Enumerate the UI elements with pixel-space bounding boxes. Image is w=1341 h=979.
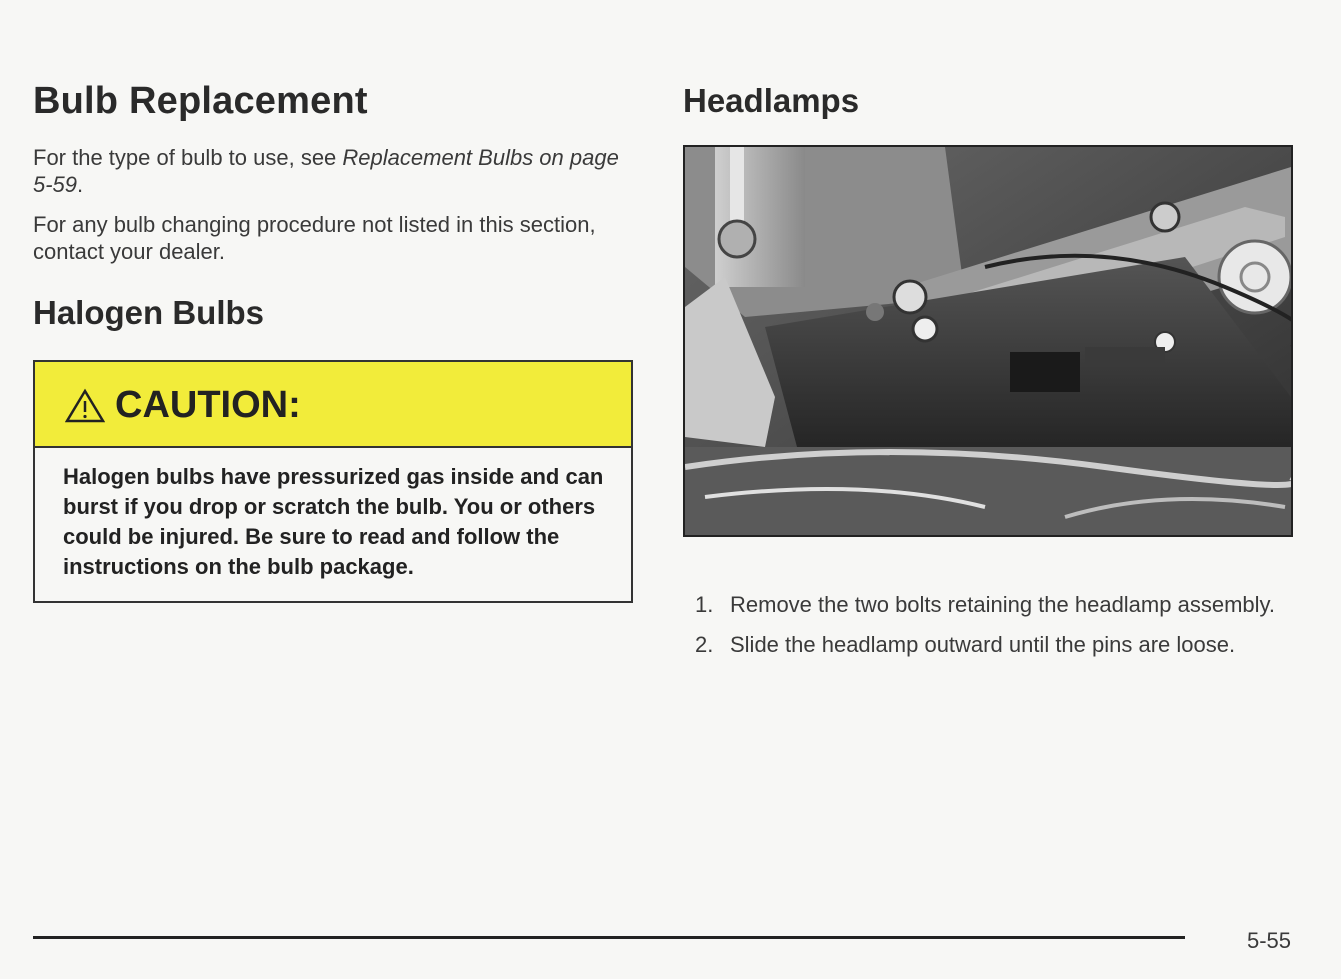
list-item (695, 630, 1305, 660)
step-number: 2. (695, 632, 714, 657)
warning-triangle-icon (65, 388, 105, 424)
paragraph-text: For the type of bulb to use, see (33, 145, 343, 170)
step-text: Slide the headlamp outward until the pins are loose. (730, 632, 1236, 657)
headlamp-photo (683, 145, 1293, 537)
list-item (695, 590, 1305, 620)
footer-rule (33, 936, 1185, 939)
caution-body: Halogen bulbs have pressurized gas inside and can burst if you drop or scratch the bulb. You or others could be injured. Be sure to read and follow the instructions on the bulb package. (63, 464, 604, 579)
caution-title (65, 384, 301, 427)
dealer-paragraph: For any bulb changing procedure not listed in this section, contact your dealer. (33, 212, 596, 264)
bulb-type-paragraph (33, 144, 633, 198)
step-text: Remove the two bolts retaining the headlamp assembly. (730, 592, 1275, 617)
step-number: 1. (695, 592, 714, 617)
steps-list (695, 590, 1305, 670)
section-title: Bulb Replacement (33, 80, 368, 122)
paragraph-end: . (77, 172, 84, 197)
halogen-subtitle: Halogen Bulbs (33, 294, 265, 331)
replacement-bulbs-reference[interactable]: Replacement Bulbs on page 5-59 (33, 145, 619, 197)
headlamps-title: Headlamps (683, 82, 860, 119)
page-number: 5-55 (1247, 928, 1292, 953)
caution-label: CAUTION: (115, 384, 301, 426)
caution-box (33, 360, 633, 603)
caution-header (35, 362, 631, 448)
